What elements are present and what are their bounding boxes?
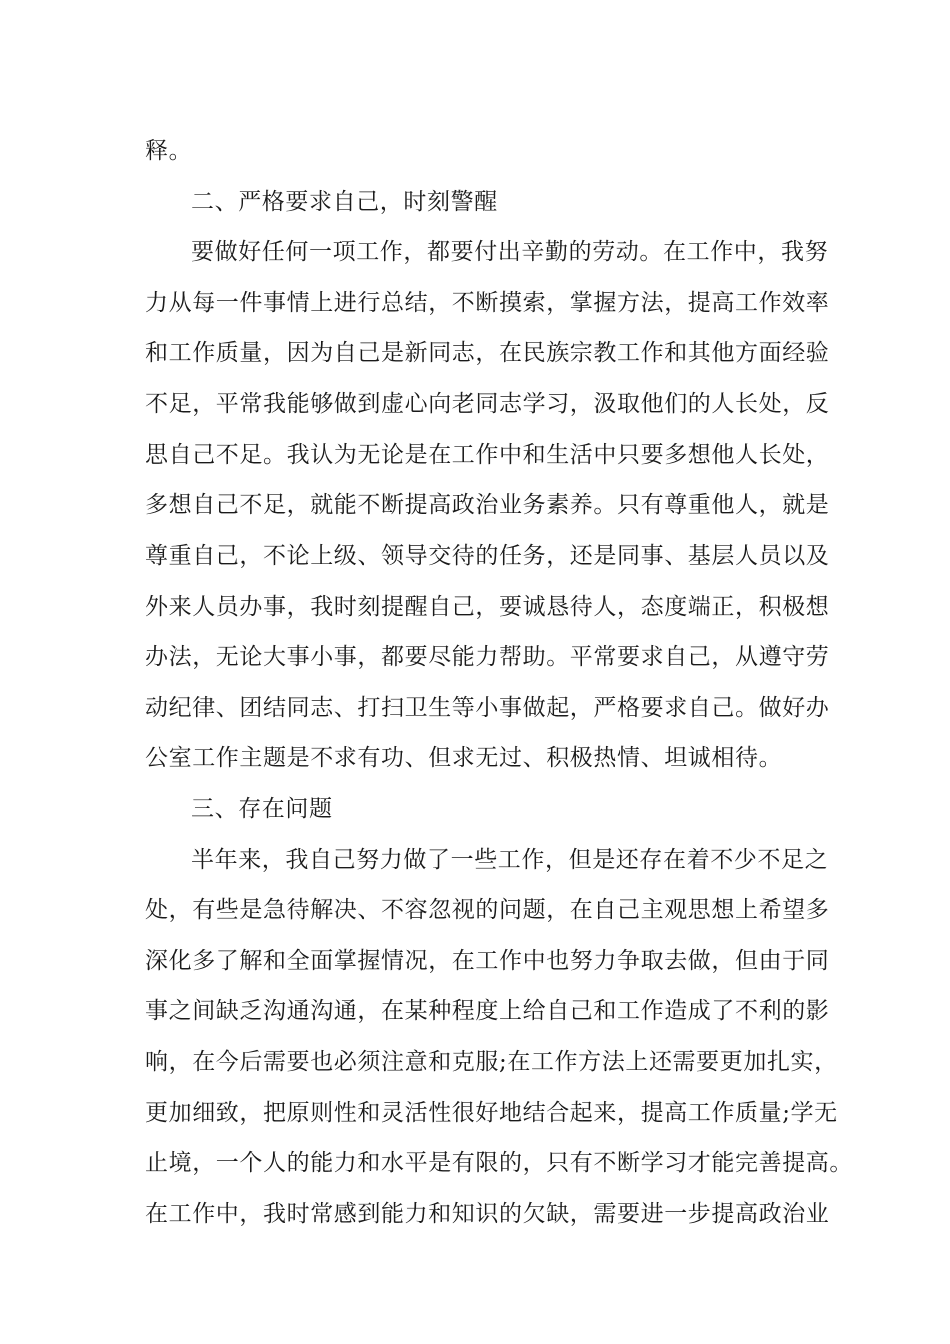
paragraph-line: 多想自己不足，就能不断提高政治业务素养。只有尊重他人，就是 — [145, 492, 830, 518]
text-line: 释。 — [145, 138, 193, 164]
paragraph-line: 止境，一个人的能力和水平是有限的，只有不断学习才能完善提高。 — [145, 1150, 853, 1176]
paragraph-line: 和工作质量，因为自己是新同志，在民族宗教工作和其他方面经验 — [145, 340, 830, 366]
paragraph-line: 尊重自己，不论上级、领导交待的任务，还是同事、基层人员以及 — [145, 543, 830, 569]
paragraph-line: 在工作中，我时常感到能力和知识的欠缺，需要进一步提高政治业 — [145, 1201, 830, 1227]
paragraph-line: 响，在今后需要也必须注意和克服;在工作方法上还需要更加扎实， — [145, 1049, 838, 1075]
section-heading-2: 二、严格要求自己，时刻警醒 — [191, 189, 498, 215]
paragraph-line: 处，有些是急待解决、不容忽视的问题，在自己主观思想上希望多 — [145, 897, 830, 923]
paragraph-line: 深化多了解和全面掌握情况，在工作中也努力争取去做，但由于同 — [145, 948, 830, 974]
paragraph-line: 事之间缺乏沟通沟通，在某种程度上给自己和工作造成了不利的影 — [145, 998, 830, 1024]
paragraph-line: 思自己不足。我认为无论是在工作中和生活中只要多想他人长处， — [145, 442, 830, 468]
paragraph-line: 力从每一件事情上进行总结，不断摸索，掌握方法，提高工作效率 — [145, 290, 830, 316]
paragraph-line: 半年来，我自己努力做了一些工作，但是还存在着不少不足之 — [191, 847, 829, 873]
paragraph-line: 外来人员办事，我时刻提醒自己，要诚恳待人，态度端正，积极想 — [145, 594, 830, 620]
paragraph-line: 要做好任何一项工作，都要付出辛勤的劳动。在工作中，我努 — [191, 239, 829, 265]
paragraph-line: 办法，无论大事小事，都要尽能力帮助。平常要求自己，从遵守劳 — [145, 644, 830, 670]
paragraph-line: 更加细致，把原则性和灵活性很好地结合起来，提高工作质量;学无 — [145, 1100, 838, 1126]
paragraph-line: 动纪律、团结同志、打扫卫生等小事做起，严格要求自己。做好办 — [145, 695, 830, 721]
paragraph-line: 不足，平常我能够做到虚心向老同志学习，汲取他们的人长处，反 — [145, 391, 830, 417]
section-heading-3: 三、存在问题 — [191, 796, 333, 822]
paragraph-line: 公室工作主题是不求有功、但求无过、积极热情、坦诚相待。 — [145, 745, 783, 771]
